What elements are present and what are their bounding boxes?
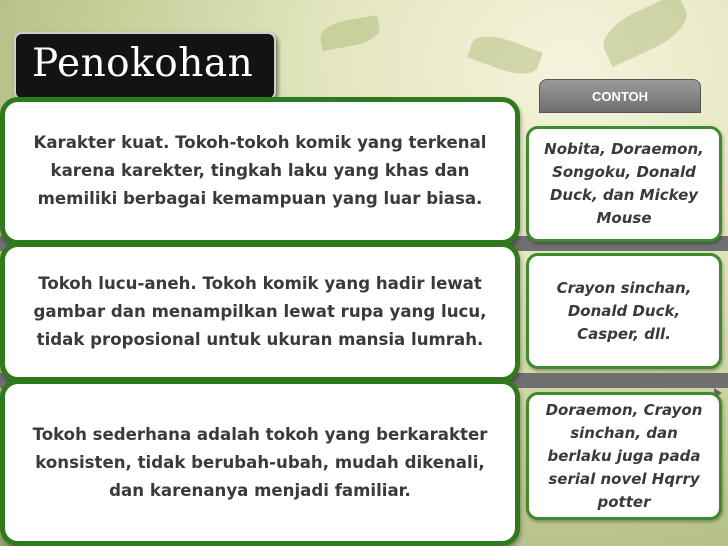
character-type-description: Tokoh sederhana adalah tokoh yang berkarakter konsisten, tidak berubah-ubah, mudah dikenali, dan karenanya menjadi familiar. [32, 424, 488, 500]
example-box-2 [526, 253, 722, 369]
example-box-1 [526, 126, 722, 242]
character-type-row-3 [0, 379, 520, 546]
character-type-description: Karakter kuat. Tokoh-tokoh komik yang terkenal karena karekter, tingkah laku yang khas dan memiliki berbagai kemampuan yang luar biasa. [33, 133, 487, 208]
slide-title: Penokohan [32, 41, 254, 86]
background-leaf-decoration [318, 15, 382, 51]
background-leaf-decoration [596, 0, 694, 67]
character-type-row-2 [0, 242, 520, 382]
example-text: Doraemon, Crayon sinchan, dan berlaku juga pada serial novel Hqrry potter [545, 400, 703, 511]
example-box-3 [526, 392, 722, 520]
example-header-label: CONTOH [591, 88, 649, 104]
example-text: Crayon sinchan, Donald Duck, Casper, dll. [556, 278, 692, 343]
example-header-tab [539, 79, 701, 113]
example-text: Nobita, Doraemon, Songoku, Donald Duck, dan Mickey Mouse [544, 140, 704, 227]
slide-title-box [14, 32, 276, 100]
background-leaf-decoration [467, 29, 543, 81]
character-type-description: Tokoh lucu-aneh. Tokoh komik yang hadir lewat gambar dan menampilkan lewat rupa yang lucu, tidak proposional untuk ukuran mansia lumrah. [33, 274, 487, 349]
character-type-row-1 [0, 97, 520, 245]
